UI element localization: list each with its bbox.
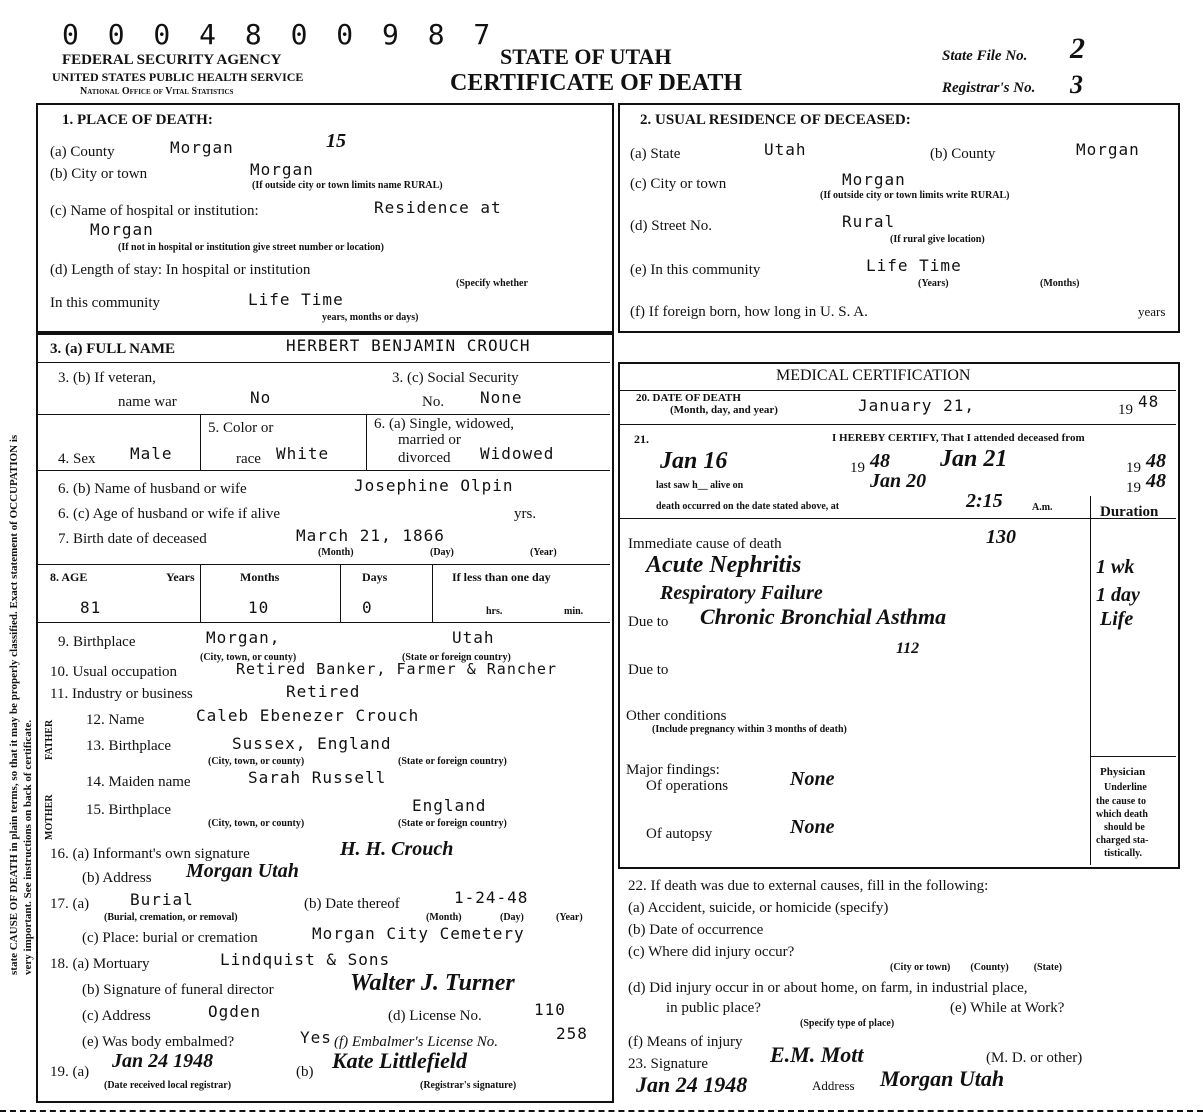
age-less-col: If less than one day <box>452 570 551 584</box>
burial-note: (Burial, cremation, or removal) <box>104 912 238 923</box>
yrs-label: yrs. <box>514 506 537 522</box>
hospital-note: (If not in hospital or institution give street number or location) <box>118 242 384 253</box>
physician-note-4: should be <box>1104 822 1145 833</box>
external-d: (d) Did injury occur in or about home, on farm, in industrial place, <box>628 980 1028 996</box>
county-label: (a) County <box>50 144 115 160</box>
sex-value: Male <box>130 444 173 463</box>
external-c-note: (City or town) (County) (State) <box>890 962 1063 973</box>
res-city-label: (c) City or town <box>630 176 727 192</box>
occurred-label: death occurred on the date stated above, at <box>656 501 840 512</box>
certify-text: I HEREBY CERTIFY, That I attended deceased from <box>832 432 1085 444</box>
due-to-1: Chronic Bronchial Asthma <box>700 604 947 629</box>
y2-prefix: 19 <box>1126 460 1141 476</box>
cause-1: Acute Nephritis <box>646 552 802 578</box>
father-birth-label: 13. Birthplace <box>86 738 171 754</box>
county-code: 15 <box>326 130 346 152</box>
place-heading: 1. PLACE OF DEATH: <box>62 112 213 128</box>
burial-date-label: (b) Date thereof <box>304 896 400 912</box>
mb-city-note: (City, town, or county) <box>208 818 305 829</box>
received-date: Jan 24 1948 <box>112 1050 214 1072</box>
informant-sig: H. H. Crouch <box>340 838 454 860</box>
birth-value: March 21, 1866 <box>296 526 445 545</box>
occupation-value: Retired Banker, Farmer & Rancher <box>236 660 557 678</box>
physician-address-label: Address <box>812 1078 855 1093</box>
birth-month-col: (Month) <box>318 547 354 558</box>
duration-1: 1 wk <box>1096 556 1135 578</box>
hospital-value-2: Morgan <box>90 220 154 239</box>
burial-place: Morgan City Cemetery <box>312 924 525 943</box>
res-state-label: (a) State <box>630 146 681 162</box>
physician-note-2: the cause to <box>1096 796 1146 807</box>
veteran-label: 3. (b) If veteran, <box>58 370 156 386</box>
res-street-note: (If rural give location) <box>890 234 985 245</box>
operations-label: Of operations <box>646 778 729 794</box>
duration-heading: Duration <box>1100 504 1159 520</box>
registrar-note: (Registrar's signature) <box>420 1080 517 1091</box>
burial-date: 1-24-48 <box>454 888 529 907</box>
burial-label: 17. (a) <box>50 896 90 912</box>
physician-note-1: Underline <box>1104 782 1147 793</box>
license-label: (d) License No. <box>388 1008 482 1024</box>
full-name: HERBERT BENJAMIN CROUCH <box>286 336 531 355</box>
last-saw-year: 48 <box>1146 470 1166 492</box>
marital-value: Widowed <box>480 444 555 463</box>
external-c: (c) Where did injury occur? <box>628 944 795 960</box>
birthplace-label: 9. Birthplace <box>58 634 136 650</box>
birthplace-city: Morgan, <box>206 628 281 647</box>
form-title: CERTIFICATE OF DEATH <box>450 70 743 96</box>
res-years: (Years) <box>918 278 949 289</box>
birth-label: 7. Birth date of deceased <box>58 531 207 547</box>
mother-birth-label: 15. Birthplace <box>86 802 171 818</box>
agency-line-1: FEDERAL SECURITY AGENCY <box>62 52 282 68</box>
spouse-value: Josephine Olpin <box>354 476 514 495</box>
physician-address: Morgan Utah <box>880 1066 1005 1091</box>
min-label: min. <box>564 606 584 617</box>
duration-3: Life <box>1100 608 1134 630</box>
serial-number: 0 0 0 4 8 0 0 9 8 7 <box>62 18 497 51</box>
death-year: 48 <box>1138 392 1160 411</box>
name-label: 3. (a) FULL NAME <box>50 341 175 357</box>
immediate-cause-code: 130 <box>986 526 1016 548</box>
attended-to-year: 48 <box>1146 450 1166 472</box>
marital-label-2: married or <box>398 432 461 448</box>
external-e: (e) While at Work? <box>950 1000 1065 1016</box>
md-label: (M. D. or other) <box>986 1050 1083 1066</box>
perforation-line <box>0 1110 1203 1112</box>
bp-state-note: (State or foreign country) <box>402 652 511 663</box>
res-foreign-label: (f) If foreign born, how long in U. S. A. <box>630 304 868 320</box>
county-value: Morgan <box>170 138 234 157</box>
death-year-prefix: 19 <box>1118 402 1133 418</box>
operations-value: None <box>790 768 835 790</box>
industry-value: Retired <box>286 682 361 701</box>
director-sig: Walter J. Turner <box>350 970 515 996</box>
res-state: Utah <box>764 140 807 159</box>
spouse-age-label: 6. (c) Age of husband or wife if alive <box>58 506 281 522</box>
mother-birth: England <box>412 796 487 815</box>
mother-maiden-label: 14. Maiden name <box>86 774 191 790</box>
physician-note-6: tistically. <box>1104 848 1143 859</box>
burial-place-label: (c) Place: burial or cremation <box>82 930 258 946</box>
industry-label: 11. Industry or business <box>50 686 193 702</box>
embalmed-value: Yes <box>300 1028 332 1047</box>
birth-year-col: (Year) <box>530 547 557 558</box>
cause-1b: Respiratory Failure <box>660 582 823 604</box>
res-community-label: (e) In this community <box>630 262 761 278</box>
birthplace-state: Utah <box>452 628 495 647</box>
signature-date: Jan 24 1948 <box>636 1072 748 1097</box>
external-a: (a) Accident, suicide, or homicide (specify) <box>628 900 889 916</box>
side-instruction-2: very important. See instructions on back of certificate. <box>22 719 34 975</box>
age-days-col: Days <box>362 570 388 584</box>
res-community: Life Time <box>866 256 962 275</box>
ss-no-label: No. <box>422 394 445 410</box>
due-to-2-label: Due to <box>628 662 669 678</box>
years-note: years, months or days) <box>322 312 419 323</box>
stay-label: (d) Length of stay: In hospital or institution <box>50 262 311 278</box>
community-value: Life Time <box>248 290 344 309</box>
am-label: A.m. <box>1032 502 1053 513</box>
date-death-label: 20. DATE OF DEATH <box>636 392 741 404</box>
marital-label-3: divorced <box>398 450 451 466</box>
other-conditions-label: Other conditions <box>626 708 727 724</box>
res-city-note: (If outside city or town limits write RURAL) <box>820 190 1010 201</box>
physician-note-0: Physician <box>1100 766 1146 778</box>
city-value: Morgan <box>250 160 314 179</box>
fb-city-note: (City, town, or county) <box>208 756 305 767</box>
other-conditions-note: (Include pregnancy within 3 months of death) <box>652 724 847 735</box>
embalmed-label: (e) Was body embalmed? <box>82 1034 235 1050</box>
physician-signature: E.M. Mott <box>770 1042 864 1067</box>
embalmer-label: (f) Embalmer's License No. <box>334 1034 499 1050</box>
state-file-value: 2 <box>1070 32 1085 65</box>
immediate-cause-label: Immediate cause of death <box>628 536 782 552</box>
ss-label: 3. (c) Social Security <box>392 370 519 386</box>
state-file-label: State File No. <box>942 48 1028 64</box>
city-note: (If outside city or town limits name RURAL) <box>252 180 443 191</box>
last-saw-date: Jan 20 <box>870 470 927 492</box>
local-registrar-sig: Kate Littlefield <box>332 1048 468 1073</box>
registrar-no-label: Registrar's No. <box>942 80 1036 96</box>
external-b: (b) Date of occurrence <box>628 922 764 938</box>
city-label: (b) City or town <box>50 166 148 182</box>
father-side-label: FATHER <box>44 719 55 760</box>
informant-label: 16. (a) Informant's own signature <box>50 846 250 862</box>
due-to-1-code: 112 <box>896 640 920 657</box>
res-city: Morgan <box>842 170 906 189</box>
external-d-note: (Specify type of place) <box>800 1018 895 1029</box>
mother-maiden: Sarah Russell <box>248 768 387 787</box>
agency-line-2: UNITED STATES PUBLIC HEALTH SERVICE <box>52 70 304 84</box>
y1-prefix: 19 <box>850 460 865 476</box>
due-to-1-label: Due to <box>628 614 669 630</box>
birth-day-col: (Day) <box>430 547 454 558</box>
director-label: (b) Signature of funeral director <box>82 982 274 998</box>
marital-label: 6. (a) Single, widowed, <box>374 416 514 432</box>
mortuary-address: Ogden <box>208 1002 262 1021</box>
major-findings-label: Major findings: <box>626 762 720 778</box>
specify-note: (Specify whether <box>456 278 528 289</box>
res-street: Rural <box>842 212 896 231</box>
race-label: race <box>236 451 261 467</box>
age-months-col: Months <box>240 570 280 584</box>
received-note: (Date received local registrar) <box>104 1080 232 1091</box>
form-title-state: STATE OF UTAH <box>500 44 672 69</box>
race-value: White <box>276 444 330 463</box>
color-label: 5. Color or <box>208 420 274 436</box>
res-months: (Months) <box>1040 278 1080 289</box>
received-label: 19. (a) <box>50 1064 90 1080</box>
hrs-label: hrs. <box>486 606 503 617</box>
bp-city-note: (City, town, or county) <box>200 652 297 663</box>
death-time: 2:15 <box>966 490 1003 512</box>
age-months: 10 <box>248 598 270 617</box>
registrar-no-value: 3 <box>1070 70 1083 99</box>
spouse-label: 6. (b) Name of husband or wife <box>58 481 247 497</box>
embalmer-value: 258 <box>556 1024 588 1043</box>
age-label: 8. AGE <box>50 570 88 584</box>
external-heading: 22. If death was due to external causes, fill in the following: <box>628 878 989 894</box>
father-name: Caleb Ebenezer Crouch <box>196 706 420 725</box>
attended-from: Jan 16 <box>660 448 728 474</box>
occupation-label: 10. Usual occupation <box>50 664 178 680</box>
signature-label: 23. Signature <box>628 1056 708 1072</box>
father-name-label: 12. Name <box>86 712 145 728</box>
res-county: Morgan <box>1076 140 1140 159</box>
burial-value: Burial <box>130 890 194 909</box>
license-value: 110 <box>534 1000 566 1019</box>
physician-note-3: which death <box>1096 809 1148 820</box>
burial-year-col: (Year) <box>556 912 583 923</box>
res-county-label: (b) County <box>930 146 996 162</box>
date-of-death: January 21, <box>858 396 975 415</box>
age-days: 0 <box>362 598 373 617</box>
local-registrar-label: (b) <box>296 1064 314 1080</box>
hospital-label: (c) Name of hospital or institution: <box>50 203 259 219</box>
physician-note-5: charged sta- <box>1096 835 1149 846</box>
fb-state-note: (State or foreign country) <box>398 756 507 767</box>
war-label: name war <box>118 394 177 410</box>
medical-heading: MEDICAL CERTIFICATION <box>776 367 971 384</box>
certify-number: 21. <box>634 432 649 446</box>
autopsy-label: Of autopsy <box>646 826 713 842</box>
mortuary-label: 18. (a) Mortuary <box>50 956 150 972</box>
y3-prefix: 19 <box>1126 480 1141 496</box>
burial-day-col: (Day) <box>500 912 524 923</box>
father-birth: Sussex, England <box>232 734 392 753</box>
external-f: (f) Means of injury <box>628 1034 743 1050</box>
external-d2: in public place? <box>666 1000 761 1016</box>
attended-from-year: 48 <box>870 450 890 472</box>
last-saw-label: last saw h__ alive on <box>656 480 744 491</box>
side-instruction: state CAUSE OF DEATH in plain terms, so that it may be properly classified. Exact statement of OCCUPATION is <box>8 434 20 975</box>
date-death-label-2: (Month, day, and year) <box>670 404 778 416</box>
informant-addr: Morgan Utah <box>186 860 299 882</box>
duration-2: 1 day <box>1096 584 1140 606</box>
res-years-word: years <box>1138 304 1166 319</box>
mb-state-note: (State or foreign country) <box>398 818 507 829</box>
autopsy-value: None <box>790 816 835 838</box>
mortuary-value: Lindquist & Sons <box>220 950 391 969</box>
residence-heading: 2. USUAL RESIDENCE OF DECEASED: <box>640 112 911 128</box>
mother-side-label: MOTHER <box>44 794 55 840</box>
hospital-value: Residence at <box>374 198 502 217</box>
age-years-col: Years <box>166 570 195 584</box>
burial-month-col: (Month) <box>426 912 462 923</box>
mortuary-address-label: (c) Address <box>82 1008 151 1024</box>
age-years: 81 <box>80 598 102 617</box>
attended-to: Jan 21 <box>940 446 1008 472</box>
res-street-label: (d) Street No. <box>630 218 713 234</box>
sex-label: 4. Sex <box>58 451 96 467</box>
war-value: No <box>250 388 272 407</box>
agency-line-3: National Office of Vital Statistics <box>80 86 234 97</box>
informant-addr-label: (b) Address <box>82 870 152 886</box>
ss-value: None <box>480 388 523 407</box>
community-label: In this community <box>50 295 160 311</box>
